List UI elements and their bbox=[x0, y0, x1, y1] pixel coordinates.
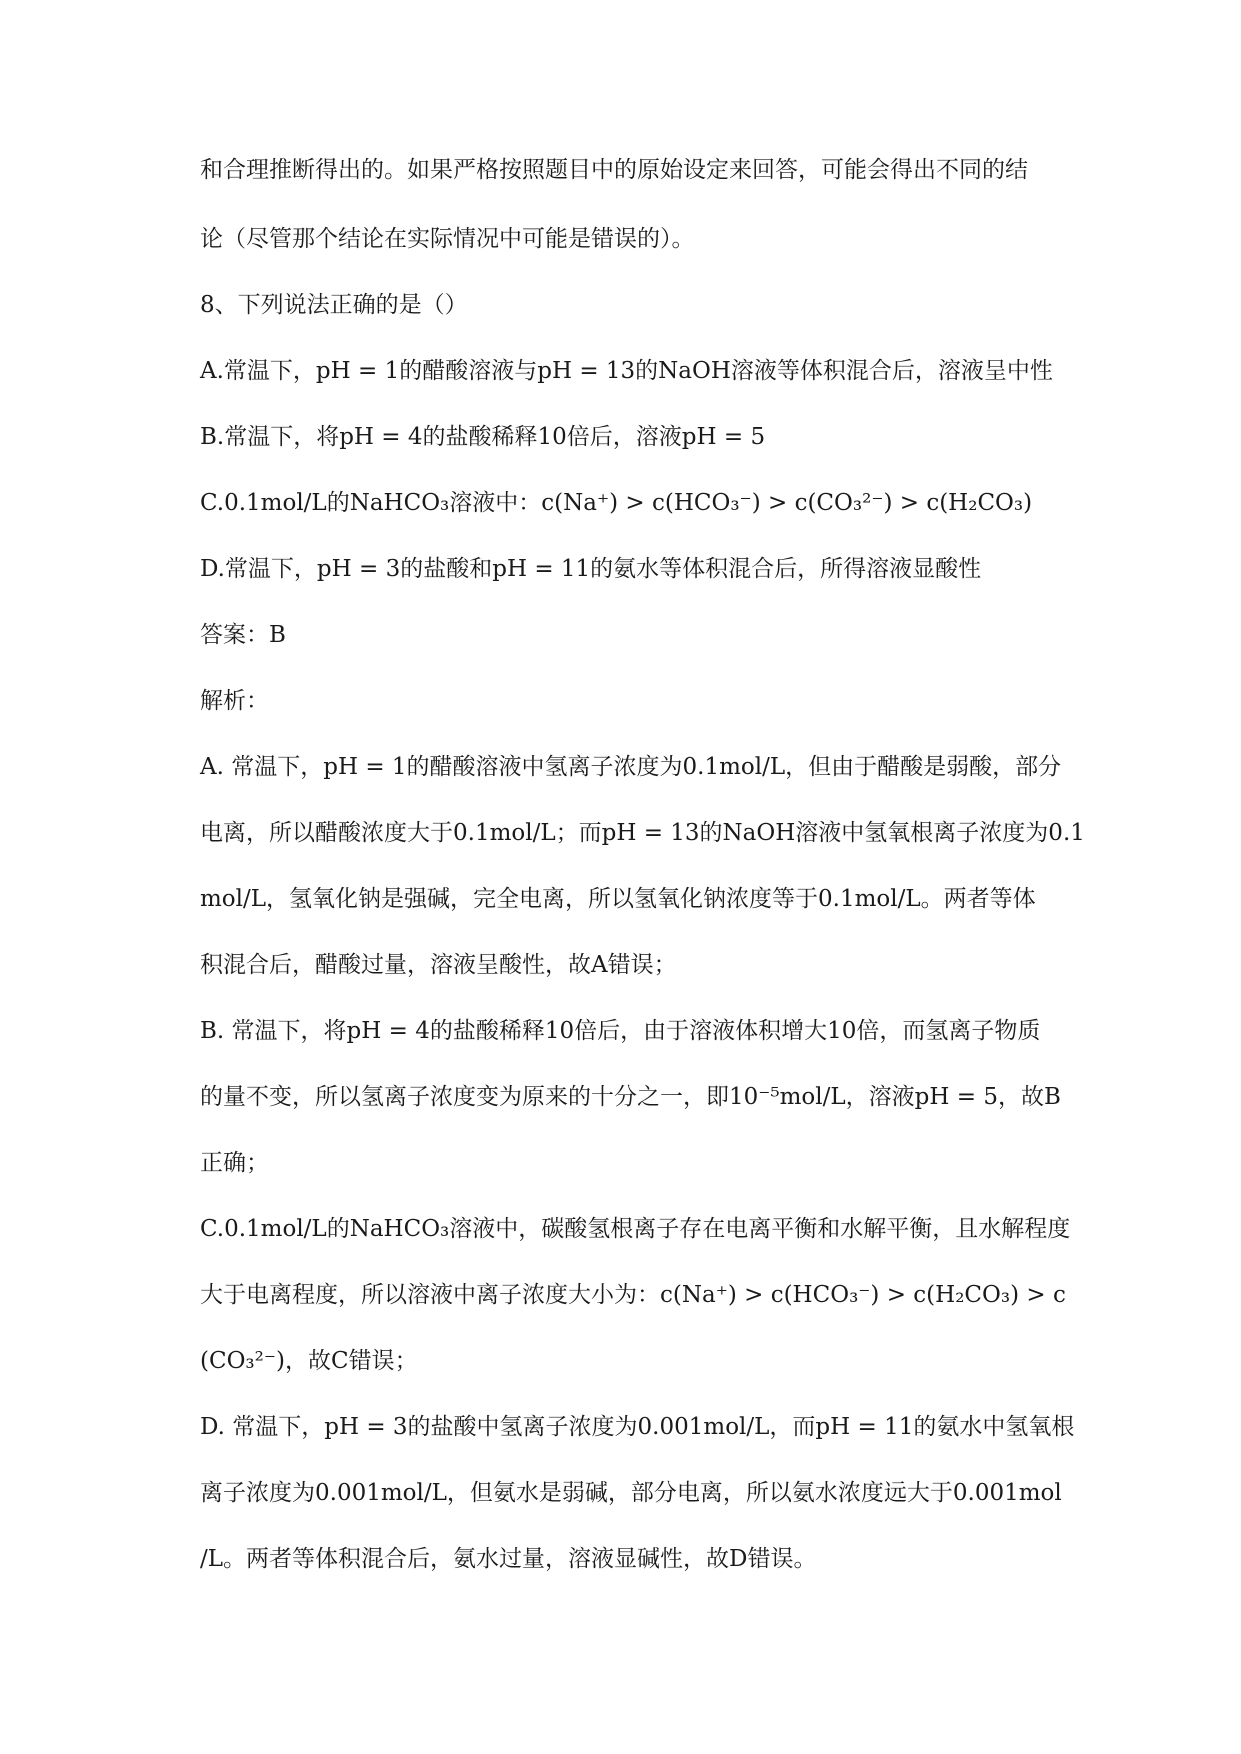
analysis-line: 大于电离程度，所以溶液中离子浓度大小为：c(Na⁺) > c(HCO₃⁻) > c(H₂CO₃) > c bbox=[200, 1282, 1066, 1308]
analysis-line: 正确； bbox=[200, 1150, 269, 1176]
question-stem: 8、下列说法正确的是（） bbox=[200, 292, 468, 318]
analysis-line: mol/L，氢氧化钠是强碱，完全电离，所以氢氧化钠浓度等于0.1mol/L。两者等体 bbox=[200, 886, 1036, 912]
analysis-line: B. 常温下，将pH = 4的盐酸稀释10倍后，由于溶液体积增大10倍，而氢离子物质 bbox=[200, 1018, 1041, 1044]
analysis-line: (CO₃²⁻)，故C错误； bbox=[200, 1348, 418, 1374]
analysis-line: 电离，所以醋酸浓度大于0.1mol/L；而pH = 13的NaOH溶液中氢氧根离子浓度为0.1 bbox=[200, 820, 1085, 846]
analysis-line: /L。两者等体积混合后，氨水过量，溶液显碱性，故D错误。 bbox=[200, 1546, 817, 1572]
answer-line: 答案：B bbox=[200, 622, 286, 648]
analysis-line: 积混合后，醋酸过量，溶液呈酸性，故A错误； bbox=[200, 952, 677, 978]
analysis-line: 离子浓度为0.001mol/L，但氨水是弱碱，部分电离，所以氨水浓度远大于0.001mol bbox=[200, 1480, 1062, 1506]
document-body bbox=[200, 140, 1085, 1592]
option-b: B.常温下，将pH = 4的盐酸稀释10倍后，溶液pH = 5 bbox=[200, 424, 766, 450]
analysis-heading: 解析： bbox=[200, 688, 269, 714]
text-line: 和合理推断得出的。如果严格按照题目中的原始设定来回答，可能会得出不同的结 bbox=[200, 157, 1028, 183]
text-line: 论（尽管那个结论在实际情况中可能是错误的）。 bbox=[200, 226, 695, 252]
option-d: D.常温下，pH = 3的盐酸和pH = 11的氨水等体积混合后，所得溶液显酸性 bbox=[200, 556, 982, 582]
option-a: A.常温下，pH = 1的醋酸溶液与pH = 13的NaOH溶液等体积混合后，溶液呈中性 bbox=[200, 358, 1053, 384]
analysis-line: D. 常温下，pH = 3的盐酸中氢离子浓度为0.001mol/L，而pH = 11的氨水中氢氧根 bbox=[200, 1414, 1075, 1440]
option-c: C.0.1mol/L的NaHCO₃溶液中：c(Na⁺) > c(HCO₃⁻) > c(CO₃²⁻) > c(H₂CO₃) bbox=[200, 490, 1033, 516]
analysis-line: 的量不变，所以氢离子浓度变为原来的十分之一，即10⁻⁵mol/L，溶液pH = 5，故B bbox=[200, 1084, 1061, 1110]
analysis-line: A. 常温下，pH = 1的醋酸溶液中氢离子浓度为0.1mol/L，但由于醋酸是弱酸，部分 bbox=[200, 754, 1062, 780]
analysis-line: C.0.1mol/L的NaHCO₃溶液中，碳酸氢根离子存在电离平衡和水解平衡，且水解程度 bbox=[200, 1216, 1071, 1242]
